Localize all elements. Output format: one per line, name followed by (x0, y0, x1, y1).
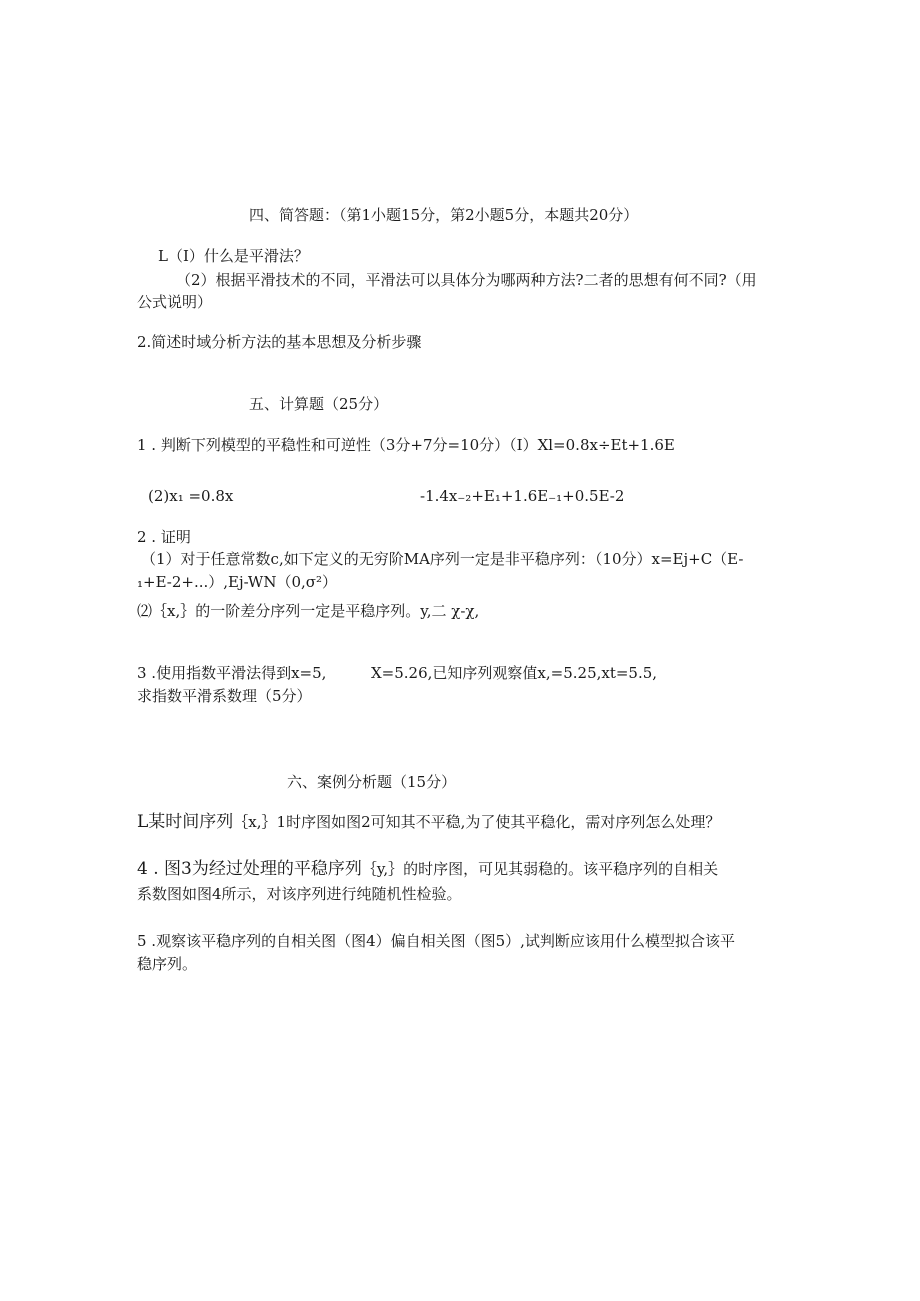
section6-q4-rest: ｛y,｝的时序图，可见其弱稳的。该平稳序列的自相关 (361, 860, 719, 878)
section6-q4-line1 (137, 859, 718, 879)
section5-q1-part2-right: -1.4x₋₂+E₁+1.6E₋₁+0.5E-2 (420, 487, 625, 505)
section6-q1-prefix: L某时间序列 (137, 812, 234, 832)
section5-q2-part1-line1: （1）对于任意常数c,如下定义的无穷阶MA序列一定是非平稳序列：（10分）x=Ej+C（E- (141, 550, 744, 568)
section4-q2: 2.简述时域分析方法的基本思想及分析步骤 (137, 333, 422, 351)
section6-q4-line2: 系数图如图4所示，对该序列进行纯随机性检验。 (137, 885, 462, 903)
section6-q4-prefix: 4 . 图3为经过处理的平稳序列 (137, 859, 362, 879)
section4-q1-part2-line1: （2）根据平滑技术的不同，平滑法可以具体分为哪两种方法?二者的思想有何不同?（用 (176, 271, 757, 289)
section5-q2-part2: ⑵｛x,｝的一阶差分序列一定是平稳序列。y,二 χ-χ, (137, 602, 480, 620)
section6-q5-line2: 稳序列。 (137, 955, 198, 973)
section5-q2-part1-line2: ₁+E-2+...）,Ej-WN（0,σ²） (137, 573, 338, 591)
section5-q1-line: 1 . 判断下列模型的平稳性和可逆性（3分+7分=10分）（I）Xl=0.8x÷Et+1.6E (137, 436, 675, 454)
section5-q3-right: X=5.26,已知序列观察值x,=5.25,xt=5.5, (371, 664, 658, 682)
section5-q2-label: 2 . 证明 (137, 528, 191, 546)
section6-q5-line1: 5 .观察该平稳序列的自相关图（图4）偏自相关图（图5）,试判断应该用什么模型拟合该平 (137, 932, 735, 950)
section5-q3-line2: 求指数平滑系数理（5分） (137, 687, 312, 705)
section5-q3-left: 3 .使用指数平滑法得到x=5, (137, 664, 327, 682)
section4-q1-part2-line2: 公式说明） (137, 293, 213, 311)
section4-heading: 四、简答题：（第1小题15分，第2小题5分，本题共20分） (249, 206, 639, 224)
section6-heading: 六、案例分析题（15分） (287, 773, 457, 791)
section6-q1 (137, 812, 720, 832)
section6-q1-rest: ｛x,｝1时序图如图2可知其不平稳,为了使其平稳化，需对序列怎么处理？ (233, 813, 721, 831)
section5-q1-part2-left: (2)x₁ =0.8x (148, 487, 234, 505)
section5-heading: 五、计算题（25分） (249, 395, 389, 413)
section4-q1-part1: L（I）什么是平滑法？ (158, 247, 309, 265)
